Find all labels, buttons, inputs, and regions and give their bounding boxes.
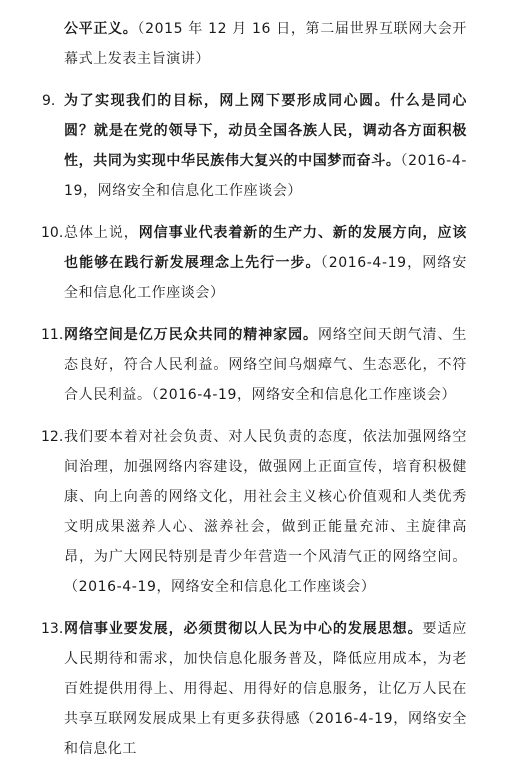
paragraph-bold-text: 网信事业代表着新的生产力、新的发展方向，应该也能够在践行新发展理念上先行一步。: [64, 225, 468, 271]
paragraph-text: （2016-4-19，网络安全和信息化工作座谈会）: [64, 255, 467, 301]
list-number: 10.: [41, 225, 64, 241]
paragraph-bold-text: 网络空间是亿万民众共同的精神家园。: [64, 327, 318, 343]
list-number: 11.: [41, 327, 64, 343]
paragraph-text: 我们要本着对社会负责、对人民负责的态度，依法加强网络空间治理，加强网络内容建设，做强网上正面宣传，培育积极健康、向上向善的网络文化，用社会主义核心价值观和人类优秀文明成果滋养人心、滋养社会，做到正能量充沛、主旋律高昂，为广大网民特别是青少年营造一个风清气正的网络空间。（2016-4-19，网络安全和信息化工作座谈会）: [64, 429, 467, 595]
list-number: 12.: [41, 429, 64, 445]
paragraph-bold-text: 公平正义。: [64, 21, 138, 37]
list-item-9: [0, 86, 513, 206]
paragraph-lead-text: 总体上说，: [64, 225, 139, 241]
continued-paragraph: [0, 0, 513, 74]
list-number: 13.: [41, 621, 64, 637]
list-number: 9.: [42, 93, 56, 109]
paragraph-bold-text: 网信事业要发展，必须贯彻以人民为中心的发展思想。: [64, 621, 423, 637]
list-item-13: [0, 614, 513, 764]
list-item-12: [0, 422, 513, 602]
paragraph-text: 网络空间天朗气清、生态良好，符合人民利益。网络空间乌烟瘴气、生态恶化，不符合人民利益。（2016-4-19，网络安全和信息化工作座谈会）: [64, 327, 467, 403]
paragraph-text: （2016-4-19，网络安全和信息化工作座谈会）: [64, 153, 467, 199]
paragraph-bold-text: 为了实现我们的目标，网上网下要形成同心圆。什么是同心圆？就是在党的领导下，动员全国各族人民，调动各方面积极性，共同为实现中华民族伟大复兴的中国梦而奋斗。: [64, 93, 467, 169]
paragraph-text: （2015 年 12 月 16 日，第二届世界互联网大会开幕式上发表主旨演讲）: [64, 21, 467, 67]
list-item-11: [0, 320, 513, 410]
list-item-10: [0, 218, 513, 308]
paragraph-text: 要适应人民期待和需求，加快信息化服务普及，降低应用成本，为老百姓提供用得上、用得起、用得好的信息服务，让亿万人民在共享互联网发展成果上有更多获得感（2016-4-19，网络安全和信息化工: [64, 621, 467, 757]
